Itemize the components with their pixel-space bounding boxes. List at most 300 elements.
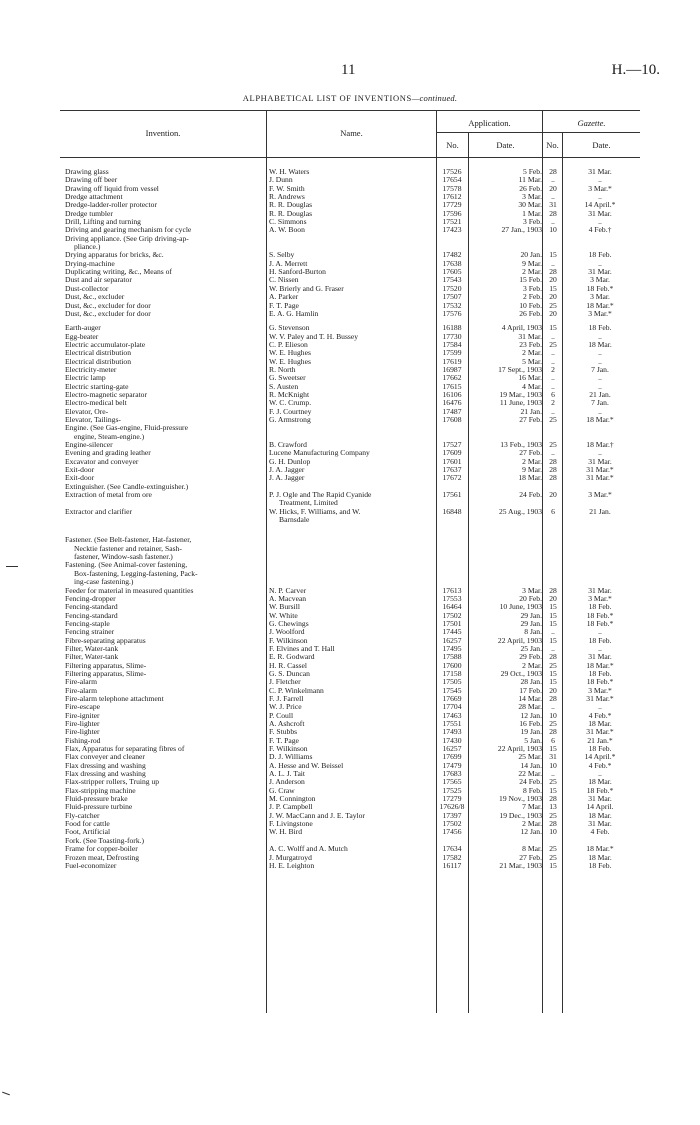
invention-cell: Extraction of metal from ore <box>65 490 152 500</box>
application-date-cell: 16 Feb. <box>519 719 542 728</box>
application-no-cell: 17565 <box>442 777 462 787</box>
application-date-cell: 10 June, 1903 <box>499 602 542 612</box>
application-no-cell: 17619 <box>442 356 462 366</box>
name-cell: H. R. Cassel <box>269 660 307 670</box>
application-date-cell: 10 Feb. <box>519 300 542 310</box>
application-date-cell: 26 Feb. <box>519 183 542 193</box>
invention-cell: Foot, Artificial <box>65 827 111 837</box>
application-no-cell: 17600 <box>442 660 462 670</box>
invention-cell: Flax-stripping machine <box>65 785 136 795</box>
name-cell: R. R. Douglas <box>269 208 313 218</box>
application-no-cell: 17626/8 <box>439 802 465 812</box>
invention-cell: Fencing-dropper <box>65 593 116 603</box>
name-cell: J. P. Campbell <box>269 802 313 812</box>
gazette-no-cell: 28 <box>549 473 557 483</box>
name-cell: J. A. Jagger <box>269 465 305 475</box>
application-no-cell: 17493 <box>442 727 462 737</box>
gazette-date-cell: 18 Mar. <box>588 339 612 349</box>
gazette-no-cell: 10 <box>549 225 557 235</box>
name-cell: A. Macvean <box>269 593 307 603</box>
col-application: Application. <box>468 118 511 128</box>
invention-cell: Fork. (See Toasting-fork.) <box>65 835 145 845</box>
gazette-no-cell: 25 <box>549 440 557 449</box>
gazette-date-cell: 18 Feb.* <box>586 610 614 620</box>
application-date-cell: 5 Feb. <box>523 167 542 176</box>
invention-cell: Extractor and clarifier <box>65 506 133 516</box>
gazette-no-cell: .. <box>551 175 555 185</box>
invention-cell: Excavator and conveyer <box>65 456 139 466</box>
application-date-cell: 7 Mar. <box>522 802 542 812</box>
gazette-date-cell: 18 Feb.* <box>586 677 614 687</box>
application-no-cell: 17479 <box>442 760 462 770</box>
application-date-cell: 12 Jan. <box>520 827 542 837</box>
application-date-cell: 20 Jan. <box>520 250 542 260</box>
gazette-date-cell: 18 Feb. <box>588 744 612 754</box>
application-date-cell: 31 Mar. <box>518 331 542 341</box>
application-no-cell: 16257 <box>442 744 462 754</box>
gazette-no-cell: 28 <box>549 465 557 475</box>
name-cell: F. J. Farrell <box>269 693 304 703</box>
invention-cell: Engine. (See Gas-engine, Fluid-pressure <box>65 423 188 433</box>
gazette-no-cell: .. <box>551 381 555 391</box>
gazette-no-cell: 20 <box>549 183 557 193</box>
gazette-date-cell: 21 Jan. <box>589 389 611 399</box>
application-date-cell: 22 April, 1903 <box>497 635 542 645</box>
application-date-cell: 8 Jan. <box>524 627 542 637</box>
application-date-cell: 29 Oct., 1903 <box>500 668 542 678</box>
gazette-no-cell: 28 <box>549 727 557 737</box>
application-date-cell: 2 Mar. <box>522 267 542 277</box>
invention-cell: Flax dressing and washing <box>65 769 146 779</box>
name-cell: F. T. Page <box>269 300 299 310</box>
application-no-cell: 17543 <box>442 275 462 285</box>
application-no-cell: 16257 <box>442 635 462 645</box>
invention-cell: Fire-alarm <box>65 677 98 687</box>
invention-cell: Fire-lighter <box>65 719 100 728</box>
name-cell: C. Nissen <box>269 275 299 285</box>
gazette-date-cell: 18 Mar.* <box>586 844 614 854</box>
invention-cell: Drawing glass <box>65 167 109 176</box>
name-cell: R. McKnight <box>269 389 310 399</box>
application-date-cell: 27 Feb. <box>519 852 542 862</box>
application-no-cell: 17561 <box>442 490 462 500</box>
application-date-cell: 24 Feb. <box>519 777 542 787</box>
invention-cell: Fibre-separating apparatus <box>65 635 146 645</box>
gazette-date-cell: 18 Mar.* <box>586 300 614 310</box>
invention-cell: Earth-auger <box>65 323 101 333</box>
invention-cell: Fire-lighter <box>65 727 100 737</box>
application-date-cell: 16 Mar. <box>518 373 542 383</box>
application-no-cell: 16848 <box>442 506 462 516</box>
application-no-cell: 17612 <box>442 192 462 202</box>
col-gaz-date: Date. <box>592 140 611 150</box>
invention-cell: Drying apparatus for bricks, &c. <box>65 250 164 260</box>
gazette-date-cell: 31 Mar.* <box>586 727 614 737</box>
gazette-date-cell: 4 Feb.* <box>588 710 612 720</box>
gazette-date-cell: 18 Feb. <box>588 250 612 260</box>
application-date-cell: 28 Jan. <box>520 677 542 687</box>
gazette-date-cell: 31 Mar. <box>588 819 612 829</box>
gazette-date-cell: .. <box>598 406 602 416</box>
subheader-rule-app <box>436 132 542 133</box>
application-date-cell: 21 Jan. <box>520 406 542 416</box>
invention-cell: Filtering apparatus, Slime- <box>65 660 147 670</box>
gazette-no-cell: 6 <box>551 506 555 516</box>
gazette-date-cell: .. <box>598 258 602 268</box>
name-cell: J. Dunn <box>269 175 293 185</box>
application-date-cell: 3 Feb. <box>523 283 542 293</box>
gazette-date-cell: .. <box>598 356 602 366</box>
invention-cell: Food for cattle <box>65 819 110 829</box>
name-cell: N. P. Carver <box>269 585 307 595</box>
application-date-cell: 29 Jan. <box>520 610 542 620</box>
application-date-cell: 25 Mar. <box>518 752 542 762</box>
gazette-no-cell: 15 <box>549 323 557 333</box>
top-rule <box>60 110 640 111</box>
gazette-date-cell: 18 Feb.* <box>586 785 614 795</box>
gazette-no-cell: .. <box>551 643 555 653</box>
gazette-date-cell: 31 Mar. <box>588 267 612 277</box>
application-no-cell: 17158 <box>442 668 462 678</box>
application-no-cell: 17576 <box>442 308 462 318</box>
application-date-cell: 12 Jan. <box>520 710 542 720</box>
gazette-date-cell: .. <box>598 175 602 185</box>
invention-cell: Filter, Water-tank <box>65 643 119 653</box>
application-no-cell: 17729 <box>442 200 462 210</box>
name-cell: A. Hesse and W. Beissel <box>269 760 344 770</box>
application-no-cell: 17634 <box>442 844 462 854</box>
invention-cell: Fire-alarm <box>65 685 98 695</box>
gazette-date-cell: 18 Feb.* <box>586 283 614 293</box>
gazette-no-cell: 15 <box>549 785 557 795</box>
gazette-date-cell: 31 Mar. <box>588 208 612 218</box>
gazette-date-cell: 3 Mar.* <box>588 490 612 500</box>
inventions-table <box>0 168 700 870</box>
application-no-cell: 16464 <box>442 602 462 612</box>
application-no-cell: 17527 <box>442 440 462 449</box>
invention-cell: Electricity-meter <box>65 364 117 374</box>
name-cell: A. C. Wolff and A. Mutch <box>269 844 348 854</box>
application-no-cell: 17672 <box>442 473 462 483</box>
name-cell: E. A. G. Hamlin <box>269 308 319 318</box>
application-no-cell: 16476 <box>442 398 462 408</box>
table-row <box>0 862 700 870</box>
gazette-no-cell: 13 <box>549 802 557 812</box>
gazette-date-cell: 18 Feb. <box>588 860 612 870</box>
name-cell: W. Bursill <box>269 602 300 612</box>
gazette-date-cell: .. <box>598 217 602 227</box>
application-date-cell: 19 Jan. <box>520 727 542 737</box>
gazette-date-cell: .. <box>598 643 602 653</box>
gazette-no-cell: 2 <box>551 398 555 408</box>
gazette-date-cell: 3 Mar. <box>590 275 610 285</box>
application-date-cell: 17 Feb. <box>519 685 542 695</box>
gazette-no-cell: 28 <box>549 167 557 176</box>
invention-cell: Fly-catcher <box>65 810 100 820</box>
invention-cell: Drying-machine <box>65 258 115 268</box>
name-cell: C. P. Winkelmann <box>269 685 324 695</box>
name-cell: J. Fletcher <box>269 677 301 687</box>
application-date-cell: 17 Sept., 1903 <box>498 364 542 374</box>
gazette-no-cell: .. <box>551 258 555 268</box>
application-no-cell: 17520 <box>442 283 462 293</box>
gazette-no-cell: 10 <box>549 827 557 837</box>
invention-cell: Egg-beater <box>65 331 99 341</box>
name-cell: Treatment, Limited <box>279 498 338 508</box>
gazette-no-cell: 28 <box>549 693 557 703</box>
name-cell: F. Elvines and T. Hall <box>269 643 335 653</box>
invention-cell: Fencing strainer <box>65 627 115 637</box>
application-no-cell: 16188 <box>442 323 462 333</box>
page-number: 11 <box>341 62 356 78</box>
gazette-no-cell: 25 <box>549 844 557 854</box>
gazette-date-cell: 31 Mar.* <box>586 693 614 703</box>
name-cell: G. Armstrong <box>269 414 311 424</box>
application-no-cell: 17662 <box>442 373 462 383</box>
name-cell: A. L. J. Tait <box>269 769 306 779</box>
name-cell: J. Woolford <box>269 627 305 637</box>
invention-cell: Dust, &c., excluder for door <box>65 308 151 318</box>
application-no-cell: 17532 <box>442 300 462 310</box>
gazette-no-cell: 28 <box>549 267 557 277</box>
application-date-cell: 2 Mar. <box>522 660 542 670</box>
application-date-cell: 3 Mar. <box>522 192 542 202</box>
gazette-date-cell: .. <box>598 702 602 712</box>
gazette-date-cell: 18 Mar.* <box>586 660 614 670</box>
application-no-cell: 17615 <box>442 381 462 391</box>
application-date-cell: 27 Jan., 1903 <box>501 225 542 235</box>
gazette-no-cell: 15 <box>549 668 557 678</box>
page-title <box>60 93 640 103</box>
application-no-cell: 17601 <box>442 456 462 466</box>
gazette-date-cell: 18 Mar. <box>588 719 612 728</box>
gazette-date-cell: 3 Mar. <box>590 292 610 302</box>
application-no-cell: 17669 <box>442 693 462 703</box>
margin-mark <box>6 566 18 567</box>
name-cell: G. Sweetser <box>269 373 306 383</box>
application-date-cell: 27 Feb. <box>519 414 542 424</box>
invention-cell: pliance.) <box>74 242 101 252</box>
gazette-date-cell: 18 Feb.* <box>586 618 614 628</box>
name-cell: Barnsdale <box>279 515 310 525</box>
gazette-date-cell: 14 April.* <box>584 752 616 762</box>
gazette-date-cell: 18 Mar. <box>588 777 612 787</box>
application-date-cell: 22 April, 1903 <box>497 744 542 754</box>
application-no-cell: 17578 <box>442 183 462 193</box>
gazette-no-cell: 15 <box>549 610 557 620</box>
name-cell: W. Hicks, F. Williams, and W. <box>269 506 361 516</box>
gazette-no-cell: .. <box>551 702 555 712</box>
gazette-date-cell: 18 Mar.† <box>586 440 614 449</box>
gazette-date-cell: 3 Mar.* <box>588 308 612 318</box>
gazette-no-cell: .. <box>551 331 555 341</box>
name-cell: J. A. Jagger <box>269 473 305 483</box>
gazette-no-cell: 28 <box>549 652 557 662</box>
application-date-cell: 9 Mar. <box>522 465 542 475</box>
application-no-cell: 17638 <box>442 258 462 268</box>
application-date-cell: 1 Mar. <box>522 208 542 218</box>
name-cell: G. Craw <box>269 785 295 795</box>
application-date-cell: 4 April, 1903 <box>501 323 542 333</box>
title-suffix: —continued. <box>411 93 458 103</box>
invention-cell: Frame for copper-boiler <box>65 844 138 854</box>
application-no-cell: 17502 <box>442 819 462 829</box>
invention-cell: Driving and gearing mechanism for cycle <box>65 225 192 235</box>
gazette-date-cell: 31 Mar.* <box>586 473 614 483</box>
gazette-date-cell: .. <box>598 381 602 391</box>
invention-cell: Fire-igniter <box>65 710 100 720</box>
subheader-rule-gaz <box>543 132 640 133</box>
gazette-no-cell: .. <box>551 448 555 458</box>
name-cell: G. H. Dunlop <box>269 456 311 466</box>
gazette-no-cell: .. <box>551 348 555 358</box>
application-no-cell: 17704 <box>442 702 462 712</box>
gazette-no-cell: 28 <box>549 794 557 804</box>
col-gazette: Gazette. <box>577 118 606 128</box>
application-no-cell: 17430 <box>442 735 462 745</box>
gazette-no-cell: .. <box>551 192 555 202</box>
gazette-date-cell: 31 Mar. <box>588 585 612 595</box>
application-date-cell: 19 Dec., 1903 <box>499 810 542 820</box>
gazette-date-cell: 3 Mar.* <box>588 183 612 193</box>
invention-cell: Electric starting-gate <box>65 381 129 391</box>
invention-cell: fastener, Window-sash fastener.) <box>74 552 173 562</box>
application-date-cell: 3 Mar. <box>522 585 542 595</box>
invention-cell: Box-fastening, Legging-fastening, Pack- <box>74 568 198 578</box>
invention-cell: Dust, &c., excluder for door <box>65 300 151 310</box>
gazette-no-cell: .. <box>551 356 555 366</box>
document-reference: H.—10. <box>611 62 660 78</box>
gazette-date-cell: 18 Mar.* <box>586 414 614 424</box>
gazette-date-cell: .. <box>598 627 602 637</box>
gazette-no-cell: 28 <box>549 585 557 595</box>
gazette-no-cell: 28 <box>549 208 557 218</box>
application-no-cell: 17463 <box>442 710 462 720</box>
application-date-cell: 19 Mar., 1903 <box>499 389 542 399</box>
invention-cell: Electrical distribution <box>65 356 132 366</box>
invention-cell: Fuel-economizer <box>65 860 117 870</box>
name-cell: C. Simmons <box>269 217 307 227</box>
invention-cell: Drill, Lifting and turning <box>65 217 141 227</box>
invention-cell: Fluid-pressure brake <box>65 794 128 804</box>
application-date-cell: 2 Feb. <box>523 292 542 302</box>
application-date-cell: 25 Aug., 1903 <box>498 506 542 516</box>
gazette-no-cell: 20 <box>549 490 557 500</box>
invention-cell: Duplicating writing, &c., Means of <box>65 267 172 277</box>
name-cell: W. White <box>269 610 298 620</box>
application-no-cell: 17699 <box>442 752 462 762</box>
gazette-no-cell: 15 <box>549 677 557 687</box>
gazette-date-cell: 3 Mar.* <box>588 593 612 603</box>
invention-cell: Drawing off beer <box>65 175 118 185</box>
application-no-cell: 17683 <box>442 769 462 779</box>
name-cell: R. R. Douglas <box>269 200 313 210</box>
invention-cell: Feeder for material in measured quantities <box>65 585 194 595</box>
name-cell: W. H. Bird <box>269 827 303 837</box>
name-cell: J. Murgatroyd <box>269 852 312 862</box>
name-cell: W. H. Waters <box>269 167 310 176</box>
gazette-no-cell: 10 <box>549 710 557 720</box>
gazette-date-cell: 21 Jan.* <box>587 735 613 745</box>
name-cell: C. P. Elieson <box>269 339 308 349</box>
gazette-no-cell: 20 <box>549 275 557 285</box>
invention-cell: Fluid-pressure turbine <box>65 802 133 812</box>
application-date-cell: 27 Feb. <box>519 448 542 458</box>
application-no-cell: 17502 <box>442 610 462 620</box>
name-cell: F. Livingstone <box>269 819 313 829</box>
gazette-date-cell: 18 Feb. <box>588 668 612 678</box>
name-cell: W. E. Hughes <box>269 348 311 358</box>
application-no-cell: 17654 <box>442 175 462 185</box>
application-date-cell: 13 Feb., 1903 <box>500 440 542 449</box>
gazette-no-cell: .. <box>551 217 555 227</box>
application-date-cell: 2 Mar. <box>522 348 542 358</box>
gazette-no-cell: 15 <box>549 744 557 754</box>
gazette-date-cell: 18 Mar. <box>588 810 612 820</box>
gazette-no-cell: 20 <box>549 308 557 318</box>
application-no-cell: 16106 <box>442 389 462 399</box>
application-date-cell: 4 Mar. <box>522 381 542 391</box>
gazette-date-cell: 21 Jan. <box>589 506 611 516</box>
name-cell: G. Chewings <box>269 618 309 628</box>
gazette-no-cell: 15 <box>549 618 557 628</box>
gazette-date-cell: 3 Mar.* <box>588 685 612 695</box>
gazette-no-cell: 25 <box>549 414 557 424</box>
gazette-no-cell: 10 <box>549 760 557 770</box>
invention-cell: Engine-silencer <box>65 440 113 449</box>
table-row <box>0 508 700 516</box>
table-row <box>0 310 700 318</box>
gazette-no-cell: 20 <box>549 292 557 302</box>
application-date-cell: 21 Mar., 1903 <box>499 860 542 870</box>
gazette-date-cell: 18 Feb. <box>588 635 612 645</box>
application-no-cell: 17551 <box>442 719 462 728</box>
gazette-no-cell: 31 <box>549 752 557 762</box>
application-no-cell: 17582 <box>442 852 462 862</box>
application-no-cell: 16117 <box>442 860 462 870</box>
invention-cell: engine, Steam-engine.) <box>74 431 145 441</box>
col-invention: Invention. <box>145 128 181 138</box>
application-date-cell: 3 Feb. <box>523 217 542 227</box>
gazette-date-cell: 4 Feb.* <box>588 760 612 770</box>
invention-cell: Electro-magnetic separator <box>65 389 148 399</box>
col-gaz-no: No. <box>546 140 559 150</box>
name-cell: P. J. Ogle and The Rapid Cyanide <box>269 490 372 500</box>
application-no-cell: 17730 <box>442 331 462 341</box>
gazette-no-cell: 25 <box>549 300 557 310</box>
invention-cell: Fencing-standard <box>65 610 118 620</box>
name-cell: P. Coull <box>269 710 294 720</box>
gazette-date-cell: 7 Jan. <box>591 398 609 408</box>
application-no-cell: 17637 <box>442 465 462 475</box>
application-date-cell: 9 Mar. <box>522 258 542 268</box>
invention-cell: Fire-escape <box>65 702 100 712</box>
application-date-cell: 26 Feb. <box>519 308 542 318</box>
gazette-date-cell: 31 Mar.* <box>586 465 614 475</box>
invention-cell: Electric accumulator-plate <box>65 339 146 349</box>
name-cell: S. Austen <box>269 381 299 391</box>
gazette-no-cell: 15 <box>549 250 557 260</box>
table-row <box>0 491 700 499</box>
application-date-cell: 19 Nov., 1903 <box>499 794 542 804</box>
gazette-date-cell: 18 Mar. <box>588 852 612 862</box>
name-cell: A. W. Boon <box>269 225 305 235</box>
application-no-cell: 17423 <box>442 225 462 235</box>
application-date-cell: 22 Mar. <box>518 769 542 779</box>
application-no-cell: 17501 <box>442 618 462 628</box>
name-cell: G. Stevenson <box>269 323 310 333</box>
application-date-cell: 28 Mar. <box>518 702 542 712</box>
